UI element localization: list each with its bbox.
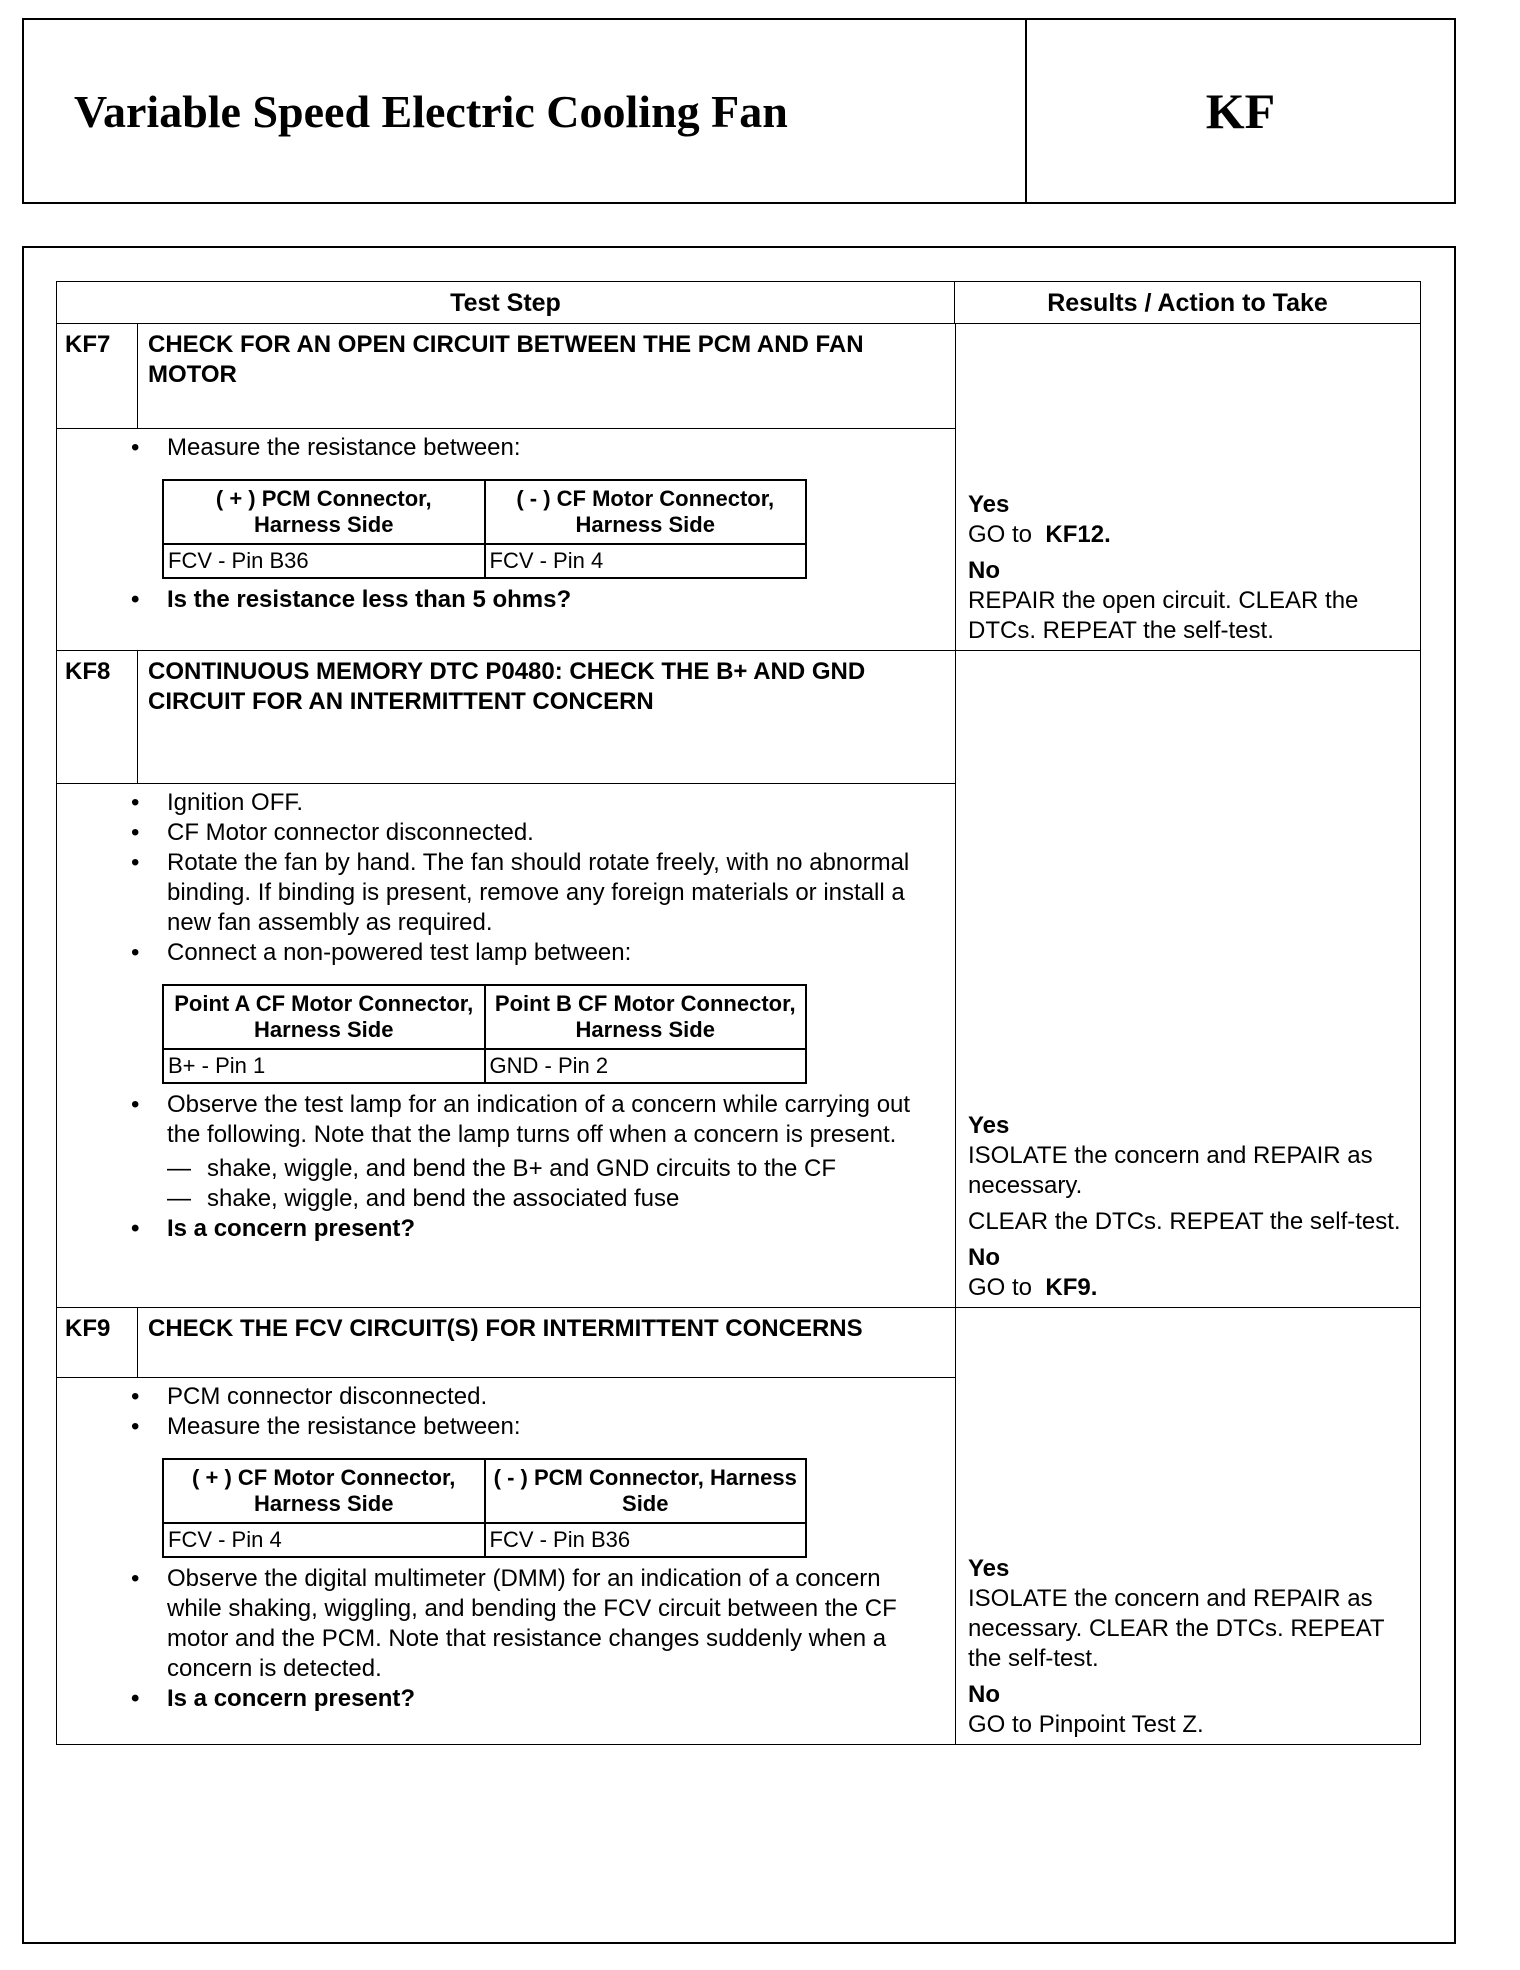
test-table <box>56 281 1421 1745</box>
pin-header: Point B CF Motor Connector, Harness Side <box>485 985 807 1049</box>
step-title: CONTINUOUS MEMORY DTC P0480: CHECK THE B+ AND GND CIRCUIT FOR AN INTERMITTENT CONCERN <box>138 651 955 784</box>
bullet: • Observe the test lamp for an indication of a concern while carrying out the following. Note that the lamp turns off when a concern is present. <box>127 1090 935 1150</box>
bullet: • PCM connector disconnected. <box>127 1382 935 1412</box>
no-label: No <box>968 1244 1000 1271</box>
pin-cell: B+ - Pin 1 <box>163 1049 485 1083</box>
bullet: • Connect a non-powered test lamp between: <box>127 938 935 968</box>
step-body <box>57 429 955 651</box>
step-results <box>955 1308 1420 1744</box>
pin-table <box>162 1458 807 1558</box>
page-header <box>22 18 1456 204</box>
no-action: GO to Pinpoint Test Z. <box>968 1711 1204 1738</box>
step-id: KF9 <box>57 1308 138 1378</box>
yes-action: ISOLATE the concern and REPAIR as necessary. <box>968 1142 1373 1199</box>
question: • Is a concern present? <box>127 1214 935 1244</box>
question: • Is a concern present? <box>127 1684 935 1714</box>
step-kf7 <box>57 324 1420 651</box>
bullet: • Measure the resistance between: <box>127 433 935 463</box>
pin-header: ( + ) CF Motor Connector, Harness Side <box>163 1459 485 1523</box>
no-action <box>968 1273 1410 1303</box>
page-title: Variable Speed Electric Cooling Fan <box>24 20 1027 202</box>
table-header <box>57 282 1420 324</box>
no-label: No <box>968 1681 1000 1708</box>
no-action: REPAIR the open circuit. CLEAR the DTCs. REPEAT the self-test. <box>968 587 1359 644</box>
step-title: CHECK THE FCV CIRCUIT(S) FOR INTERMITTENT CONCERNS <box>138 1308 955 1378</box>
no-text: GO to <box>968 1274 1033 1301</box>
step-id: KF7 <box>57 324 138 429</box>
yes-label: Yes <box>968 1112 1010 1139</box>
pin-cell: GND - Pin 2 <box>485 1049 807 1083</box>
dash-item: — shake, wiggle, and bend the B+ and GND circuits to the CF <box>127 1154 935 1184</box>
no-ref-link[interactable]: KF9. <box>1045 1274 1098 1301</box>
question: • Is the resistance less than 5 ohms? <box>127 585 935 615</box>
bullet: • Ignition OFF. <box>127 788 935 818</box>
col-results: Results / Action to Take <box>1047 288 1328 317</box>
yes-ref-link[interactable]: KF12. <box>1045 521 1111 548</box>
dash-item: — shake, wiggle, and bend the associated fuse <box>127 1184 935 1214</box>
section-code: KF <box>1205 83 1276 139</box>
step-id: KF8 <box>57 651 138 784</box>
yes-action: ISOLATE the concern and REPAIR as necessary. CLEAR the DTCs. REPEAT the self-test. <box>968 1585 1385 1672</box>
yes-action-2: CLEAR the DTCs. REPEAT the self-test. <box>968 1208 1401 1235</box>
step-body <box>57 1378 955 1745</box>
step-body <box>57 784 955 1308</box>
col-test-step: Test Step <box>57 282 955 323</box>
step-kf8 <box>57 651 1420 1308</box>
bullet: • Rotate the fan by hand. The fan should rotate freely, with no abnormal binding. If binding is present, remove any foreign materials or install a new fan assembly as required. <box>127 848 935 938</box>
bullet: • Observe the digital multimeter (DMM) for an indication of a concern while shaking, wiggling, and bending the FCV circuit between the CF motor and the PCM. Note that resistance changes suddenly when a concern is detected. <box>127 1564 935 1684</box>
no-label: No <box>968 557 1000 584</box>
bullet: • Measure the resistance between: <box>127 1412 935 1442</box>
step-title: CHECK FOR AN OPEN CIRCUIT BETWEEN THE PCM AND FAN MOTOR <box>138 324 955 429</box>
yes-label: Yes <box>968 1555 1010 1582</box>
step-results <box>955 651 1420 1307</box>
pin-header: ( - ) CF Motor Connector, Harness Side <box>485 480 807 544</box>
pin-cell: FCV - Pin 4 <box>163 1523 485 1557</box>
pin-header: ( - ) PCM Connector, Harness Side <box>485 1459 807 1523</box>
bullet: • CF Motor connector disconnected. <box>127 818 935 848</box>
step-results <box>955 324 1420 650</box>
yes-action <box>968 520 1410 550</box>
pin-cell: FCV - Pin B36 <box>163 544 485 578</box>
pin-header: ( + ) PCM Connector, Harness Side <box>163 480 485 544</box>
pin-header: Point A CF Motor Connector, Harness Side <box>163 985 485 1049</box>
pin-table <box>162 984 807 1084</box>
pin-cell: FCV - Pin B36 <box>485 1523 807 1557</box>
pin-table <box>162 479 807 579</box>
yes-label: Yes <box>968 491 1010 518</box>
pin-cell: FCV - Pin 4 <box>485 544 807 578</box>
step-kf9 <box>57 1308 1420 1744</box>
yes-text: GO to <box>968 521 1033 548</box>
